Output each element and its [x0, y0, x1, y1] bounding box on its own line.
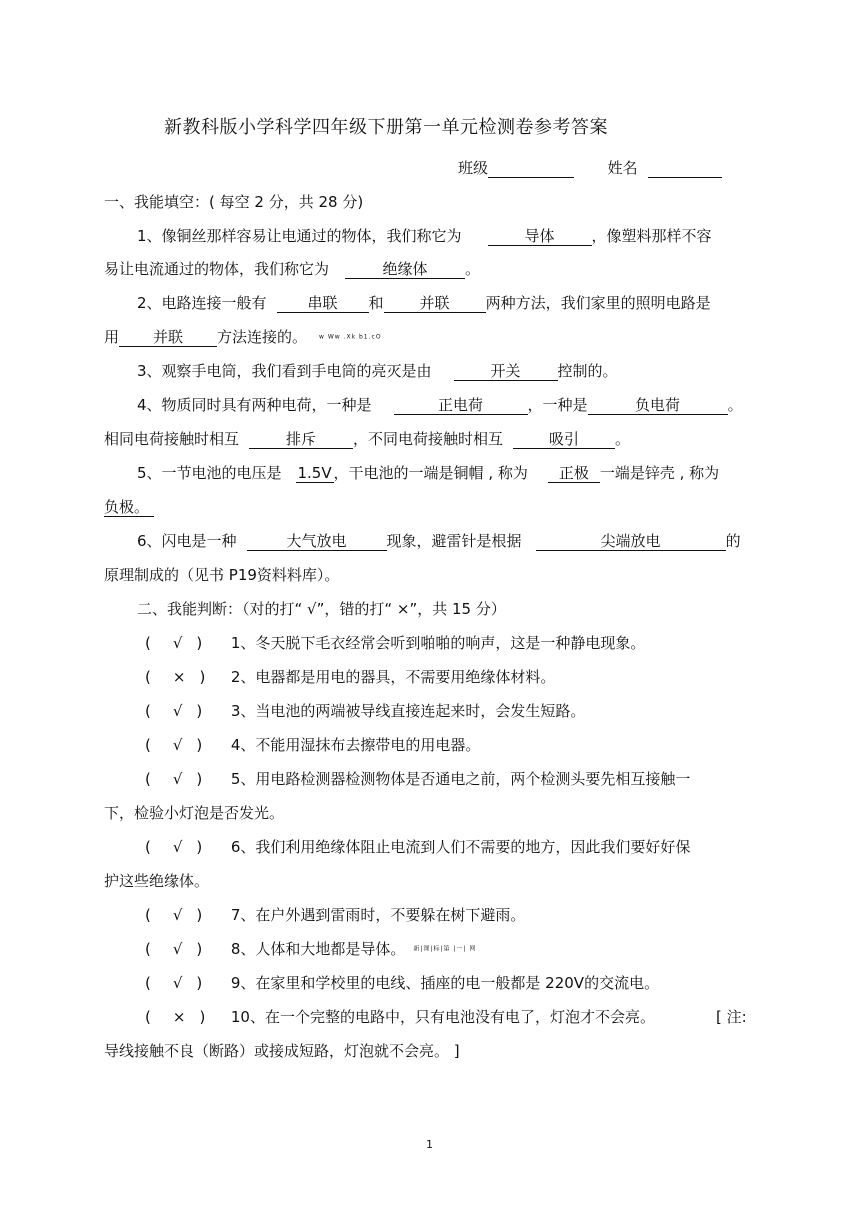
answer-blank: 正极 [548, 464, 600, 483]
judge-item-5-cont: 下，检验小灯泡是否发光。 [104, 804, 285, 822]
q6-line1: 6、闪电是一种 大气放电 现象，避雷针是根据 尖端放电 的 [137, 532, 741, 550]
judge-mark: √ ) [172, 702, 203, 720]
page-title: 新教科版小学科学四年级下册第一单元检测卷参考答案 [164, 117, 608, 138]
judge-item-6: ( √ ) 6、我们利用绝缘体阻止电流到人们不需要的地方，因此我们要好好保 [145, 838, 691, 856]
judge-item-3: ( √ ) 3、当电池的两端被导线直接连起来时，会发生短路。 [145, 702, 586, 720]
judge-mark: √ ) [172, 974, 203, 992]
q5-line2 [104, 497, 154, 517]
judge-mark: × ) [172, 668, 206, 686]
answer-blank: 吸引 [513, 430, 615, 449]
name-blank [648, 159, 722, 178]
answer-blank: 1.5V [297, 464, 332, 482]
q4-line1: 4、物质同时具有两种电荷，一种是 正电荷 ，一种是 负电荷 。 [137, 396, 743, 414]
q2-line1: 2、电路连接一般有 串联 和 并联 两种方法，我们家里的照明电路是 [137, 294, 711, 312]
watermark-text: 新|课|标|第 |一| 网 [413, 945, 477, 953]
section1-heading: 一、我能填空：( 每空 2 分，共 28 分) [104, 193, 364, 211]
judge-mark: √ ) [172, 940, 203, 958]
judge-item-6-cont: 护这些绝缘体。 [104, 872, 210, 890]
answer-blank: 绝缘体 [345, 260, 465, 279]
class-label: 班级 [458, 159, 489, 177]
judge-mark: √ ) [172, 634, 203, 652]
judge-item-1: ( √ ) 1、冬天脱下毛衣经常会听到啪啪的响声，这是一种静电现象。 [145, 634, 646, 652]
q1-line2: 易让电流通过的物体，我们称它为 绝缘体 。 [104, 260, 481, 278]
class-blank [488, 159, 574, 178]
answer-blank: 并联 [119, 328, 217, 347]
judge-item-10-note: [ 注: [716, 1008, 747, 1026]
judge-mark: × ) [172, 1008, 206, 1026]
judge-item-10: ( × ) 10、在一个完整的电路中，只有电池没有电了，灯泡才不会亮。 [145, 1008, 655, 1026]
answer-blank: 开关 [454, 362, 558, 381]
answer-blank: 正电荷 [394, 396, 528, 415]
judge-item-5: ( √ ) 5、用电路检测器检测物体是否通电之前，两个检测头要先相互接触一 [145, 770, 691, 788]
answer-blank: 大气放电 [247, 532, 387, 551]
answer-blank: 负电荷 [588, 396, 728, 415]
name-label: 姓名 [607, 159, 638, 177]
answer-blank: 串联 [277, 294, 369, 313]
judge-mark: √ ) [172, 906, 203, 924]
judge-item-7: ( √ ) 7、在户外遇到雷雨时，不要躲在树下避雨。 [145, 906, 526, 924]
answer-blank: 导体 [488, 227, 592, 246]
class-field [458, 158, 722, 178]
judge-item-8: ( √ ) 8、人体和大地都是导体。 新|课|标|第 |一| 网 [145, 940, 477, 958]
watermark-text: w Ww .Xk b1.cO [319, 333, 382, 341]
page-number: 1 [426, 1138, 433, 1151]
q5-line1: 5、一节电池的电压是 1.5V ，干电池的一端是铜帽 , 称为 正极 一端是锌壳 , 称为 [137, 464, 720, 482]
judge-mark: √ ) [172, 736, 203, 754]
q4-line2: 相同电荷接触时相互 排斥 ，不同电荷接触时相互 吸引 。 [104, 430, 631, 448]
answer-blank: 尖端放电 [536, 532, 726, 551]
judge-item-4: ( √ ) 4、不能用湿抹布去擦带电的用电器。 [145, 736, 481, 754]
judge-item-9: ( √ ) 9、在家里和学校里的电线、插座的电一般都是 220V的交流电。 [145, 974, 660, 992]
q2-line2: 用 并联 方法连接的。 w Ww .Xk b1.cO [104, 328, 382, 346]
judge-item-10-cont: 导线接触不良（断路）或接成短路，灯泡就不会亮。 ] [104, 1042, 460, 1060]
answer-blank: 并联 [384, 294, 486, 313]
judge-mark: √ ) [172, 770, 203, 788]
q1-line1: 1、像铜丝那样容易让电通过的物体，我们称它为 导体 ，像塑料那样不容 [137, 227, 712, 245]
q6-line2: 原理制成的（见书 P19资料料库）。 [104, 566, 340, 584]
answer-blank: 排斥 [249, 430, 353, 449]
answer-blank: 负极。 [104, 498, 154, 517]
section2-heading: 二、我能判断：（对的打“ √”，错的打“ ×”，共 15 分） [137, 600, 506, 618]
q3-line: 3、观察手电筒，我们看到手电筒的亮灭是由 开关 控制的。 [137, 362, 618, 380]
judge-mark: √ ) [172, 838, 203, 856]
judge-item-2: ( × ) 2、电器都是用电的器具，不需要用绝缘体材料。 [145, 668, 556, 686]
